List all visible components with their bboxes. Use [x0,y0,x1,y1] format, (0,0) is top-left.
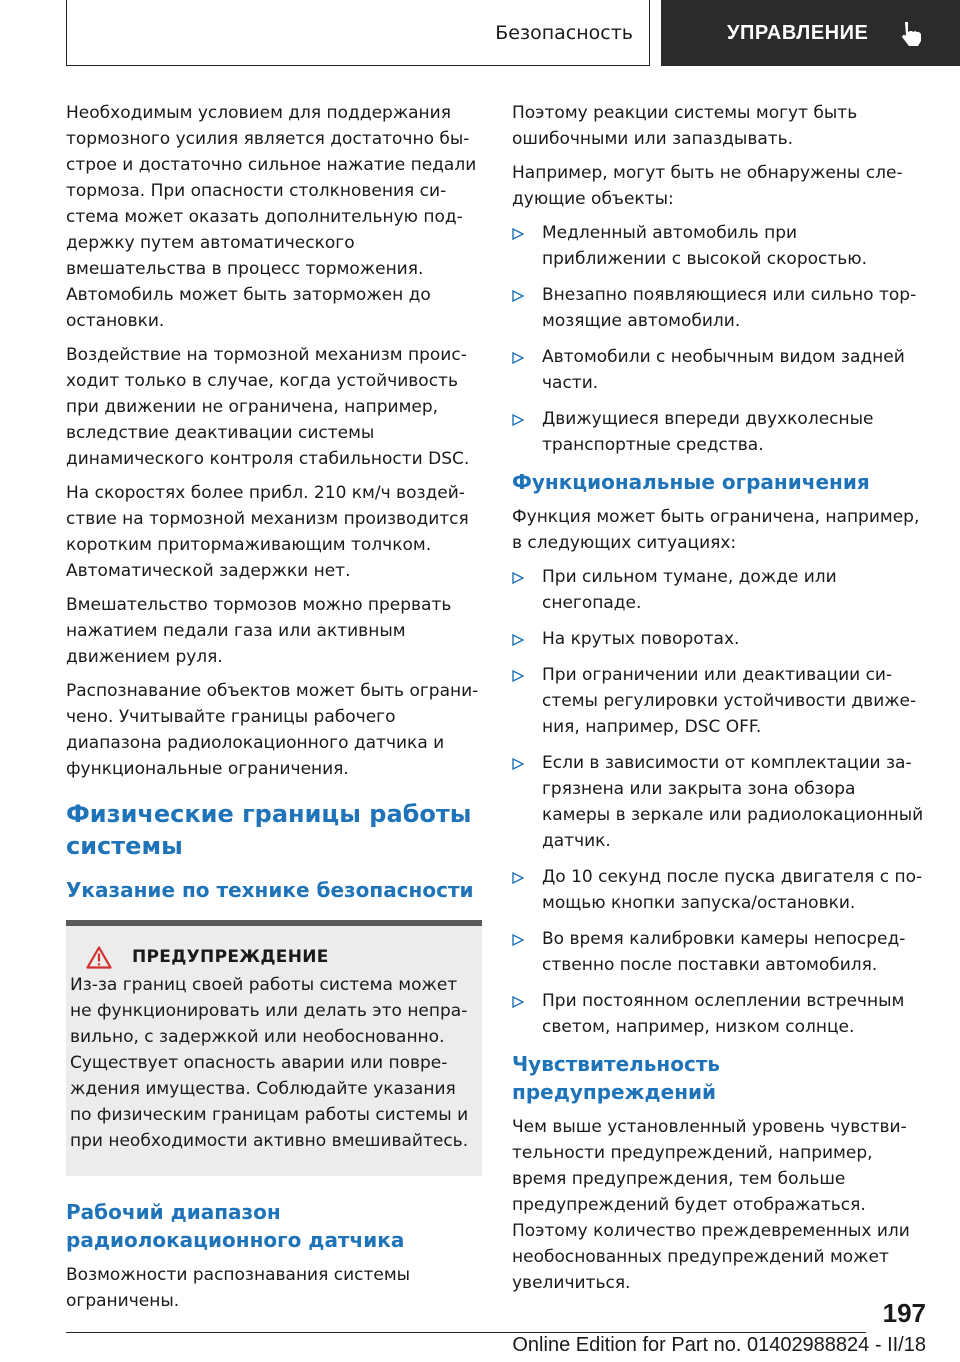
page-number: 197 [882,1298,926,1328]
list-item [512,406,926,458]
warning-triangle-icon [86,946,112,969]
triangle-bullet-icon [512,414,524,426]
list-item-text: Внезапно появляющиеся или сильно тормозящие автомобили. [542,285,917,331]
paragraph: Необходимым условием для поддержания тормозного усилия является достаточно быстрое и достаточно сильное нажатие педали тормоза. При опасности столкновения система может оказать дополнительную поддержку путем автоматического вмешательства в процесс торможения. Автомобиль может быть заторможен до остановки. [66,103,477,331]
right-column [512,100,926,1304]
list-item [512,988,926,1040]
list-item-text: При ограничении или деактивации системы регулировки устойчивости движения, например, DSC OFF. [542,665,917,737]
list-item-text: До 10 секунд после пуска двигателя с помощью кнопки запуска/остановки. [542,867,923,913]
triangle-bullet-icon [512,670,524,682]
triangle-bullet-icon [512,352,524,364]
footer-divider [66,1332,866,1333]
triangle-bullet-icon [512,290,524,302]
bullet-list [512,564,926,1040]
triangle-bullet-icon [512,934,524,946]
triangle-bullet-icon [512,572,524,584]
subsection-heading: Чувствительность предупреждений [512,1052,721,1104]
list-item [512,344,926,396]
paragraph: Чем выше установленный уровень чувствительности предупреждений, например, время предупреждения, тем больше предупреждений будет отображаться. Поэтому количество преждевременных или необоснованных предупреждений может увеличиться. [512,1117,910,1293]
list-item [512,864,926,916]
list-item-text: При постоянном ослеплении встречным светом, например, низком солнце. [542,991,905,1037]
list-item [512,926,926,978]
list-item-text: При сильном тумане, дожде или снегопаде. [542,567,837,613]
paragraph: Распознавание объектов может быть ограничено. Учитывайте границы рабочего диапазона радиолокационного датчика и функциональные ограничения. [66,681,479,779]
paragraph: Функция может быть ограничена, например, в следующих ситуациях: [512,507,920,553]
list-item-text: Автомобили с необычным видом задней части. [542,347,905,393]
list-item-text: Во время калибровки камеры непосредственно после поставки автомобиля. [542,929,906,975]
list-item [512,282,926,334]
triangle-bullet-icon [512,996,524,1008]
triangle-bullet-icon [512,634,524,646]
list-item-text: Если в зависимости от комплектации загрязнена или закрыта зона обзора камеры в зеркале или радиолокационный датчик. [542,753,924,851]
header-section-label: Безопасность [495,22,633,44]
warning-header [70,944,474,970]
footer-edition: Online Edition for Part no. 01402988824 - II/18 [512,1334,926,1356]
paragraph: Например, могут быть не обнаружены следующие объекты: [512,163,903,209]
paragraph: Поэтому реакции системы могут быть ошибочными или запаздывать. [512,103,858,149]
header-chapter-tab [661,0,960,66]
warning-text: Из-за границ своей работы система может не функционировать или делать это неправильно, с задержкой или необоснованно. Существует опасность аварии или повреждения имущества. Соблюдайте указания по физическим границам работы системы и при необходимости активно вмешивайтесь. [70,975,469,1151]
header-chapter-label: УПРАВЛЕНИЕ [727,22,869,44]
list-item [512,662,926,740]
list-item-text: Медленный автомобиль при приближении с высокой скоростью. [542,223,867,269]
triangle-bullet-icon [512,228,524,240]
triangle-bullet-icon [512,872,524,884]
header-section-tab [66,0,650,66]
list-item-text: На крутых поворотах. [542,629,740,649]
paragraph: Возможности распознавания системы ограничены. [66,1265,411,1311]
paragraph: Воздействие на тормозной механизм происходит только в случае, когда устойчивость при движении не ограничена, например, вследствие деактивации системы динамического контроля стабильности DSC. [66,345,470,469]
paragraph: На скоростях более прибл. 210 км/ч воздействие на тормозной механизм производится коротким притормаживающим толчком. Автоматической задержки нет. [66,483,469,581]
subsection-heading: Функциональные ограничения [512,470,870,494]
section-heading: Физические границы работы системы [66,800,472,860]
warning-title: ПРЕДУПРЕЖДЕНИЕ [132,947,329,967]
list-item [512,750,926,854]
warning-box [66,920,482,1176]
list-item-text: Движущиеся впереди двухколесные транспортные средства. [542,409,874,455]
hand-pointer-icon [899,20,925,48]
list-item [512,220,926,272]
subsection-heading: Рабочий диапазон радиолокационного датчика [66,1200,405,1252]
subsection-heading: Указание по технике безопасности [66,878,474,902]
bullet-list [512,220,926,458]
list-item [512,564,926,616]
triangle-bullet-icon [512,758,524,770]
left-column [66,100,482,1322]
paragraph: Вмешательство тормозов можно прервать нажатием педали газа или активным движением руля. [66,595,452,667]
list-item [512,626,926,652]
